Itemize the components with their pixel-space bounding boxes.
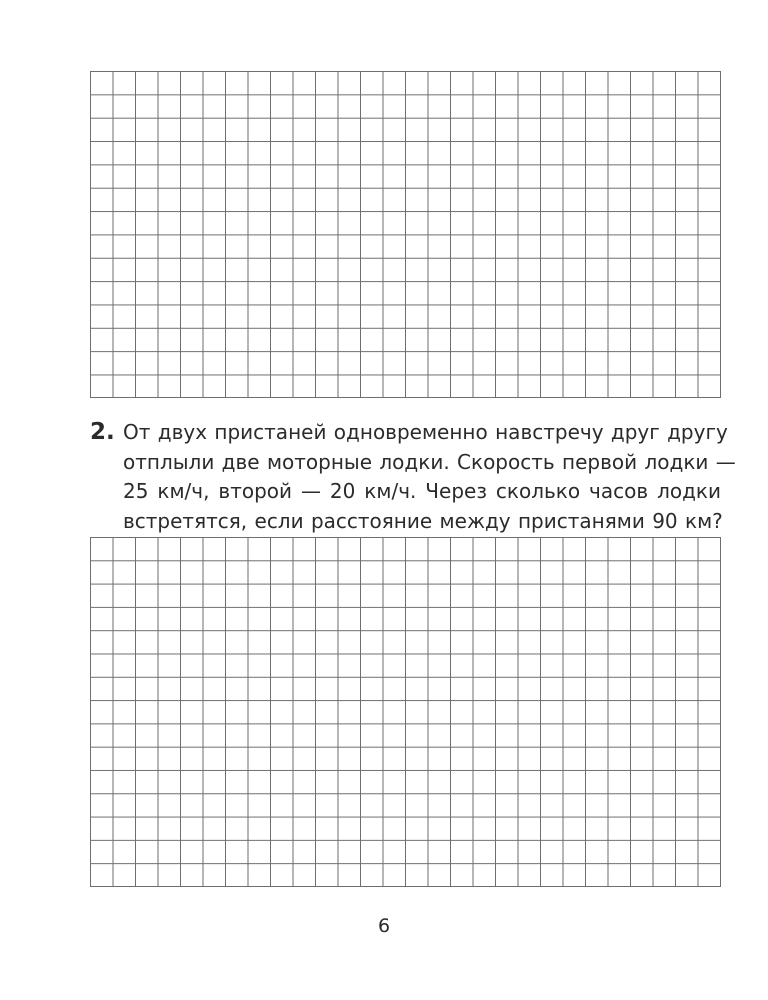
task-text-line: 25 км/ч, второй — 20 км/ч. Через сколько часов лодки	[123, 479, 721, 503]
task-text	[123, 418, 736, 536]
answer-grid-bottom	[90, 537, 721, 887]
page-number: 6	[377, 915, 391, 937]
task-text-line: отплыли две моторные лодки. Скорость первой лодки —	[123, 449, 736, 474]
task-text-line: встретятся, если расстояние между пристанями 90 км?	[123, 508, 723, 533]
answer-grid-top	[90, 71, 721, 398]
task-number: 2.	[90, 419, 115, 445]
task-text-line: От двух пристаней одновременно навстречу друг другу	[123, 420, 728, 444]
